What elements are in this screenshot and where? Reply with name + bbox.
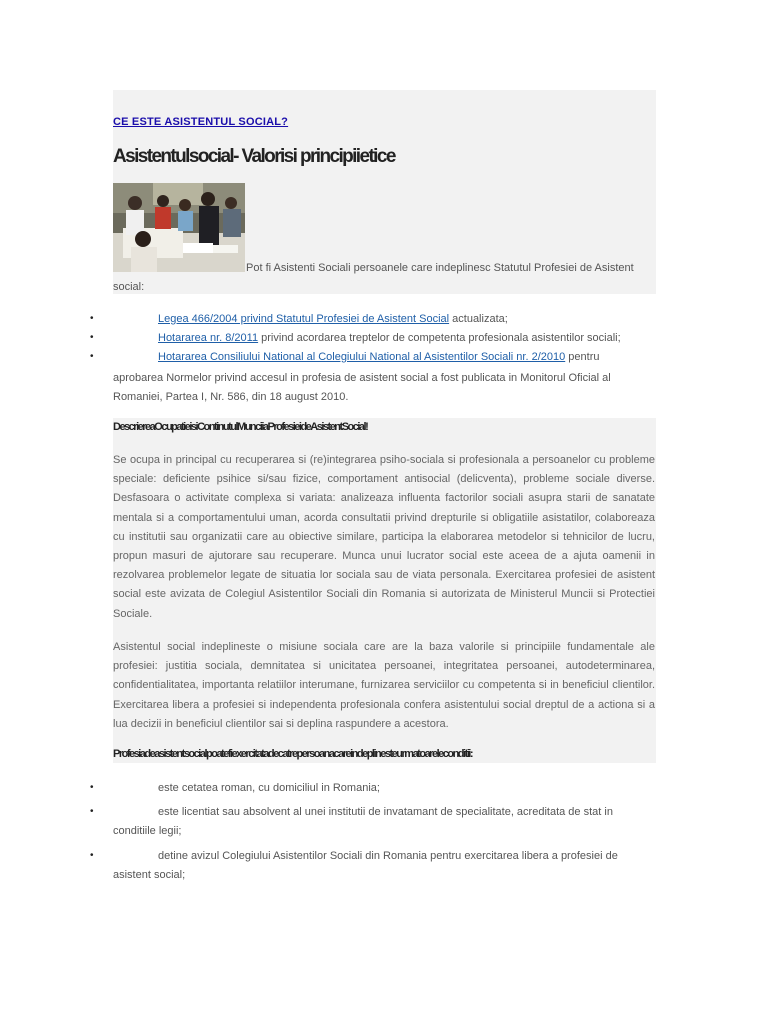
description-paragraph: Se ocupa in principal cu recuperarea si (re)integrarea psiho-sociala si profesionala a persoanelor cu probleme speciale: deficiente psihice si/sau fizice, comportament antisocial (delicventa), probleme sociale diverse. Desfasoara o activitate complexa si variata: analizeaza influenta factorilor sociali asupra starii de sanatate mentala si a comportamentului uman, acorda consultatii privind drepturile si obligatiile asistatilor, colaboreaza cu institutii sau organizatii care au obiective similare, participa la elaborarea metodelor si tehnicilor de lucru, propun masuri de ajutorare sau recuperare. Munca unui lucrator social este aceea de a ajuta oamenii in rezolvarea problemelor legate de situatia lor sociala sau de viata personala. Exercitarea profesiei de asistent social este avizata de Colegiul Asistentilor Sociali din Romania si autorizata de Ministerul Muncii si Protectiei Sociale. bbox=[113, 454, 655, 620]
list-item-continuation: Romaniei, Partea I, Nr. 586, din 18 august 2010. bbox=[113, 391, 349, 403]
law-466-link[interactable]: Legea 466/2004 privind Statutul Profesiei de Asistent Social bbox=[158, 313, 450, 325]
list-item-text: privind acordarea treptelor de competenta profesionala asistentilor sociali; bbox=[258, 332, 621, 344]
list-item-text: detine avizul Colegiului Asistentilor Sociali din Romania pentru exercitarea libera a profesiei de bbox=[158, 850, 618, 862]
section-heading: DescriereaOcupatieisiContinutulMunciiaProfesieideAsistentSocial! bbox=[113, 421, 368, 433]
list-item-text: pentru bbox=[565, 351, 600, 363]
mission-paragraph: Asistentul social indeplineste o misiune sociala care are la baza valorile si principiile fundamentale ale profesiei: justitia sociala, demnitatea si unicitatea persoanei, integritatea persoanei, autodeterminarea, confidentialitatea, importanta relatiilor interumane, furnizarea serviciilor cu competenta si in beneficiul clientilor. Exercitarea libera a profesiei si independenta profesionala confera asistentului social dreptul de a actiona si a lua decizii in beneficiul clientilor sai si deplina raspundere a acestora. bbox=[113, 641, 655, 730]
decision-2-2010-link[interactable]: Hotararea Consiliului National al Colegiului National al Asistentilor Sociali nr. 2/2010 bbox=[158, 351, 566, 363]
bullet-icon: • bbox=[90, 850, 94, 861]
intro-text: Pot fi Asistenti Sociali persoanele care indeplinesc Statutul Profesiei de Asistent bbox=[246, 262, 634, 274]
list-item-text: este cetatea roman, cu domiciliul in Romania; bbox=[158, 782, 380, 794]
page-title: Asistentulsocial- Valorisi principiietice bbox=[113, 146, 395, 167]
social-workers-photo bbox=[113, 183, 245, 272]
what-is-social-worker-link[interactable]: CE ESTE ASISTENTUL SOCIAL? bbox=[113, 116, 289, 128]
bullet-icon: • bbox=[90, 313, 94, 324]
list-item-continuation: asistent social; bbox=[113, 869, 186, 881]
bullet-icon: • bbox=[90, 351, 94, 362]
decision-8-2011-link[interactable]: Hotararea nr. 8/2011 bbox=[158, 332, 259, 344]
bullet-icon: • bbox=[90, 782, 94, 793]
list-item-text: este licentiat sau absolvent al unei institutii de invatamant de specialitate, acreditata de stat in bbox=[158, 806, 613, 818]
list-item-continuation: conditiile legii; bbox=[113, 825, 182, 837]
list-item-text: actualizata; bbox=[449, 313, 508, 325]
conditions-heading: Profesiadeasistentsocialpoatefiexercitatadecatrepersoanacareindeplinesteurmatoareleconditii: bbox=[113, 748, 473, 760]
intro-text-continuation: social: bbox=[113, 281, 145, 293]
bullet-icon: • bbox=[90, 332, 94, 343]
list-item-continuation: aprobarea Normelor privind accesul in profesia de asistent social a fost publicata in Monitorul Oficial al bbox=[113, 372, 611, 384]
bullet-icon: • bbox=[90, 806, 94, 817]
